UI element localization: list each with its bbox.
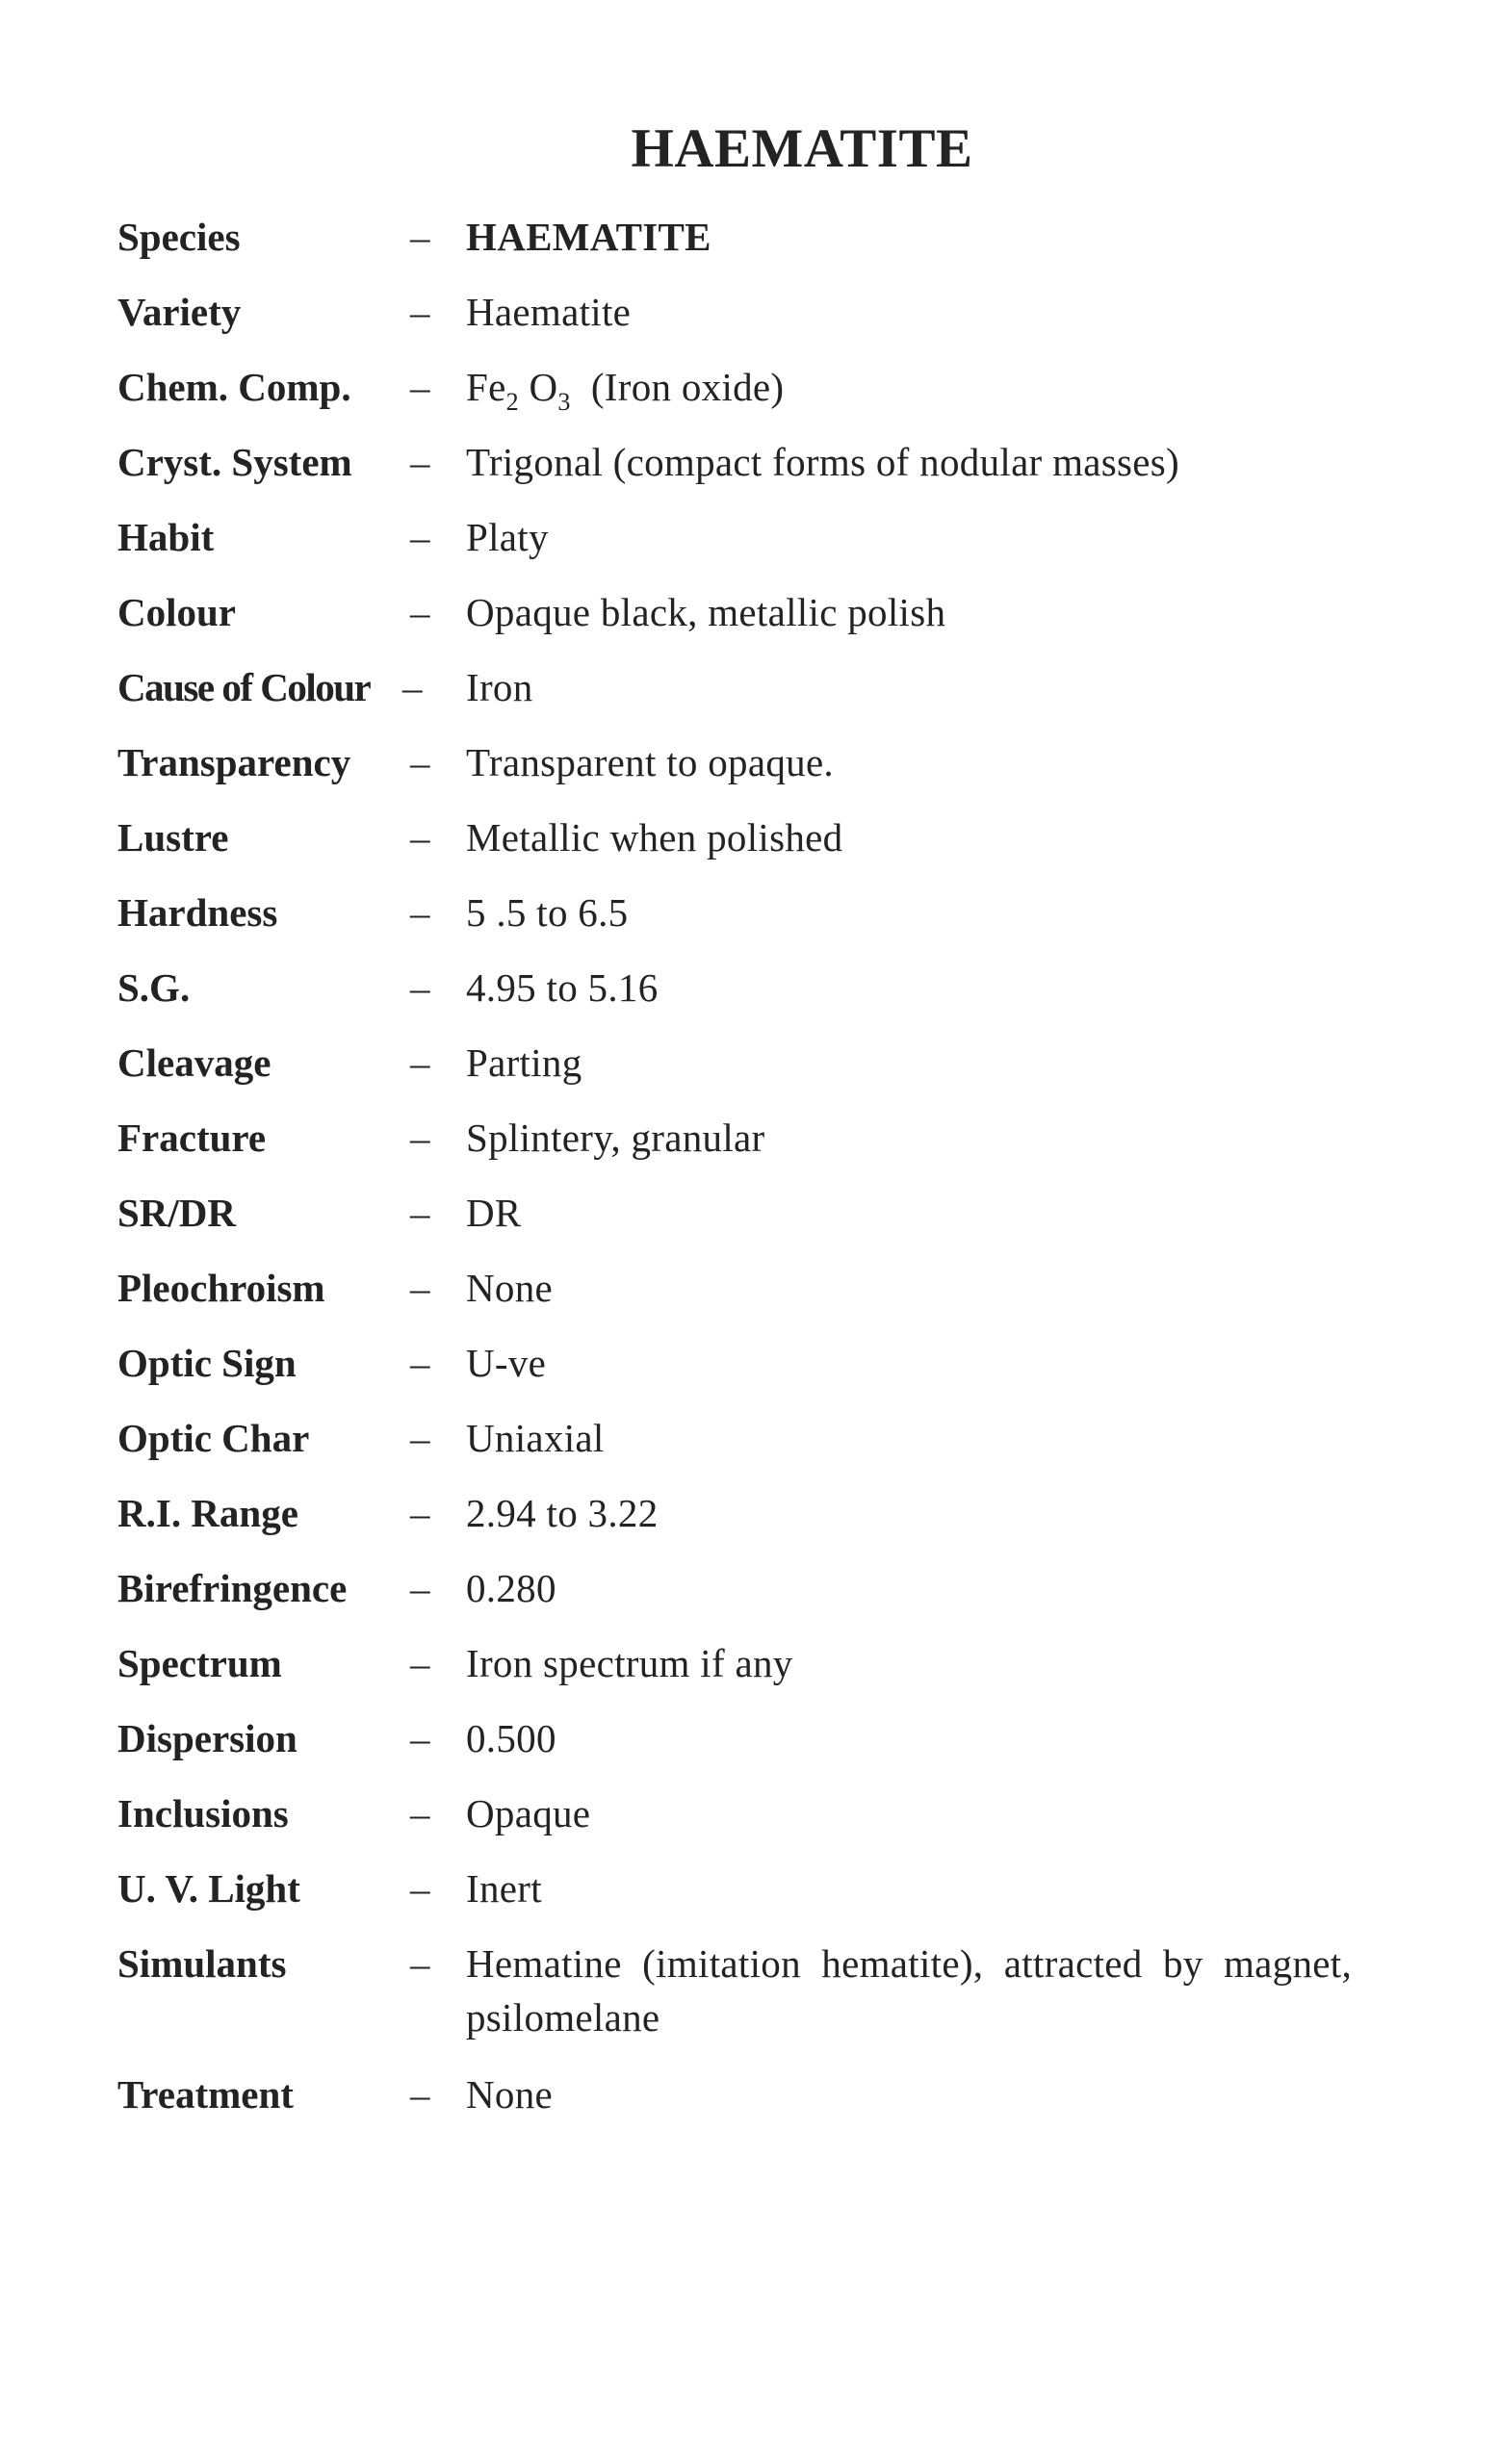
- formula-element-o: O: [529, 365, 558, 409]
- property-value: Opaque black, metallic polish: [466, 590, 946, 634]
- separator-dash: –: [410, 890, 430, 935]
- property-row-habit: [0, 514, 1500, 572]
- separator-dash: –: [410, 590, 430, 634]
- formula-subscript: 3: [557, 388, 571, 416]
- property-row-sr-dr: [0, 1190, 1500, 1247]
- property-value: 4.95 to 5.16: [466, 965, 659, 1010]
- separator-dash: –: [410, 1866, 430, 1911]
- property-label: Hardness: [117, 890, 278, 935]
- separator-dash: –: [410, 1566, 430, 1610]
- separator-dash: –: [410, 365, 430, 409]
- property-row-cleavage: [0, 1040, 1500, 1097]
- property-value: Iron: [466, 665, 533, 709]
- property-value: Uniaxial: [466, 1416, 605, 1460]
- property-row-simulants: [0, 1940, 1500, 2056]
- property-row-dispersion: [0, 1715, 1500, 1773]
- separator-dash: –: [410, 215, 430, 259]
- property-row-variety: [0, 289, 1500, 346]
- property-label: Chem. Comp.: [117, 365, 351, 409]
- property-label: Pleochroism: [117, 1266, 325, 1310]
- property-label: Cause of Colour: [117, 665, 371, 709]
- separator-dash: –: [410, 1191, 430, 1235]
- property-label: Fracture: [117, 1116, 267, 1160]
- property-value: 5 .5 to 6.5: [466, 890, 629, 935]
- separator-dash: –: [410, 290, 430, 334]
- separator-dash: –: [410, 740, 430, 784]
- property-row-species: [0, 214, 1500, 271]
- separator-dash: –: [410, 965, 430, 1010]
- property-label: R.I. Range: [117, 1491, 298, 1535]
- chemical-formula: [466, 364, 785, 416]
- property-value: DR: [466, 1191, 522, 1235]
- property-value: Opaque: [466, 1791, 591, 1835]
- separator-dash: –: [402, 665, 423, 709]
- property-label: Cleavage: [117, 1040, 272, 1085]
- separator-dash: –: [410, 2072, 430, 2117]
- property-row-ri-range: [0, 1490, 1500, 1548]
- separator-dash: –: [410, 1116, 430, 1160]
- property-label: Birefringence: [117, 1566, 348, 1610]
- property-value: 0.280: [466, 1566, 556, 1610]
- property-value: Metallic when polished: [466, 815, 843, 860]
- property-label: Optic Sign: [117, 1341, 297, 1385]
- property-value: None: [466, 2072, 554, 2117]
- property-label: Spectrum: [117, 1641, 282, 1685]
- property-row-chem-comp: [0, 364, 1500, 422]
- separator-dash: –: [410, 1491, 430, 1535]
- property-label: Inclusions: [117, 1791, 289, 1835]
- separator-dash: –: [410, 1716, 430, 1760]
- property-label: Transparency: [117, 740, 351, 784]
- page-title: HAEMATITE: [631, 118, 973, 179]
- property-value: U-ve: [466, 1341, 547, 1385]
- property-label: Lustre: [117, 815, 229, 860]
- property-row-colour: [0, 589, 1500, 647]
- separator-dash: –: [410, 1341, 430, 1385]
- property-row-pleochroism: [0, 1265, 1500, 1322]
- property-label: Dispersion: [117, 1716, 297, 1760]
- property-label: Simulants: [117, 1941, 287, 1986]
- property-value: None: [466, 1266, 554, 1310]
- property-label: Cryst. System: [117, 440, 352, 484]
- separator-dash: –: [410, 515, 430, 559]
- property-value: HAEMATITE: [466, 215, 711, 259]
- separator-dash: –: [410, 1941, 430, 1986]
- property-row-treatment: [0, 2071, 1500, 2129]
- property-row-cryst-system: [0, 439, 1500, 497]
- property-row-uv-light: [0, 1865, 1500, 1923]
- separator-dash: –: [410, 1040, 430, 1085]
- property-value: Parting: [466, 1040, 582, 1085]
- property-value: Trigonal (compact forms of nodular masses): [466, 440, 1179, 484]
- property-value: Splintery, granular: [466, 1116, 765, 1160]
- property-value: 2.94 to 3.22: [466, 1491, 659, 1535]
- formula-description: (Iron oxide): [590, 365, 785, 409]
- separator-dash: –: [410, 1266, 430, 1310]
- property-row-hardness: [0, 889, 1500, 947]
- separator-dash: –: [410, 440, 430, 484]
- property-value: Platy: [466, 515, 549, 559]
- property-row-lustre: [0, 814, 1500, 872]
- property-row-sg: [0, 964, 1500, 1022]
- property-row-birefringence: [0, 1565, 1500, 1623]
- property-row-spectrum: [0, 1640, 1500, 1698]
- property-value: Iron spectrum if any: [466, 1641, 793, 1685]
- formula-subscript: 2: [505, 388, 519, 416]
- separator-dash: –: [410, 1641, 430, 1685]
- property-value: Transparent to opaque.: [466, 740, 834, 784]
- property-row-optic-sign: [0, 1340, 1500, 1398]
- property-row-optic-char: [0, 1415, 1500, 1473]
- property-label: Colour: [117, 590, 236, 634]
- property-row-inclusions: [0, 1790, 1500, 1848]
- property-label: Variety: [117, 290, 242, 334]
- property-value: Hematine (imitation hematite), attracted by magnet, psilomelane: [466, 1941, 1352, 2040]
- separator-dash: –: [410, 1791, 430, 1835]
- property-label: S.G.: [117, 965, 191, 1010]
- formula-element-fe: Fe: [466, 365, 506, 409]
- property-row-fracture: [0, 1115, 1500, 1172]
- property-row-cause-of-colour: [0, 664, 1500, 722]
- property-value: Haematite: [466, 290, 632, 334]
- property-label: Treatment: [117, 2072, 294, 2117]
- property-label: Optic Char: [117, 1416, 310, 1460]
- separator-dash: –: [410, 815, 430, 860]
- property-label: Habit: [117, 515, 215, 559]
- property-label: U. V. Light: [117, 1866, 300, 1911]
- property-value: 0.500: [466, 1716, 556, 1760]
- property-value: Inert: [466, 1866, 542, 1911]
- property-row-transparency: [0, 739, 1500, 797]
- property-label: SR/DR: [117, 1191, 237, 1235]
- property-label: Species: [117, 215, 241, 259]
- separator-dash: –: [410, 1416, 430, 1460]
